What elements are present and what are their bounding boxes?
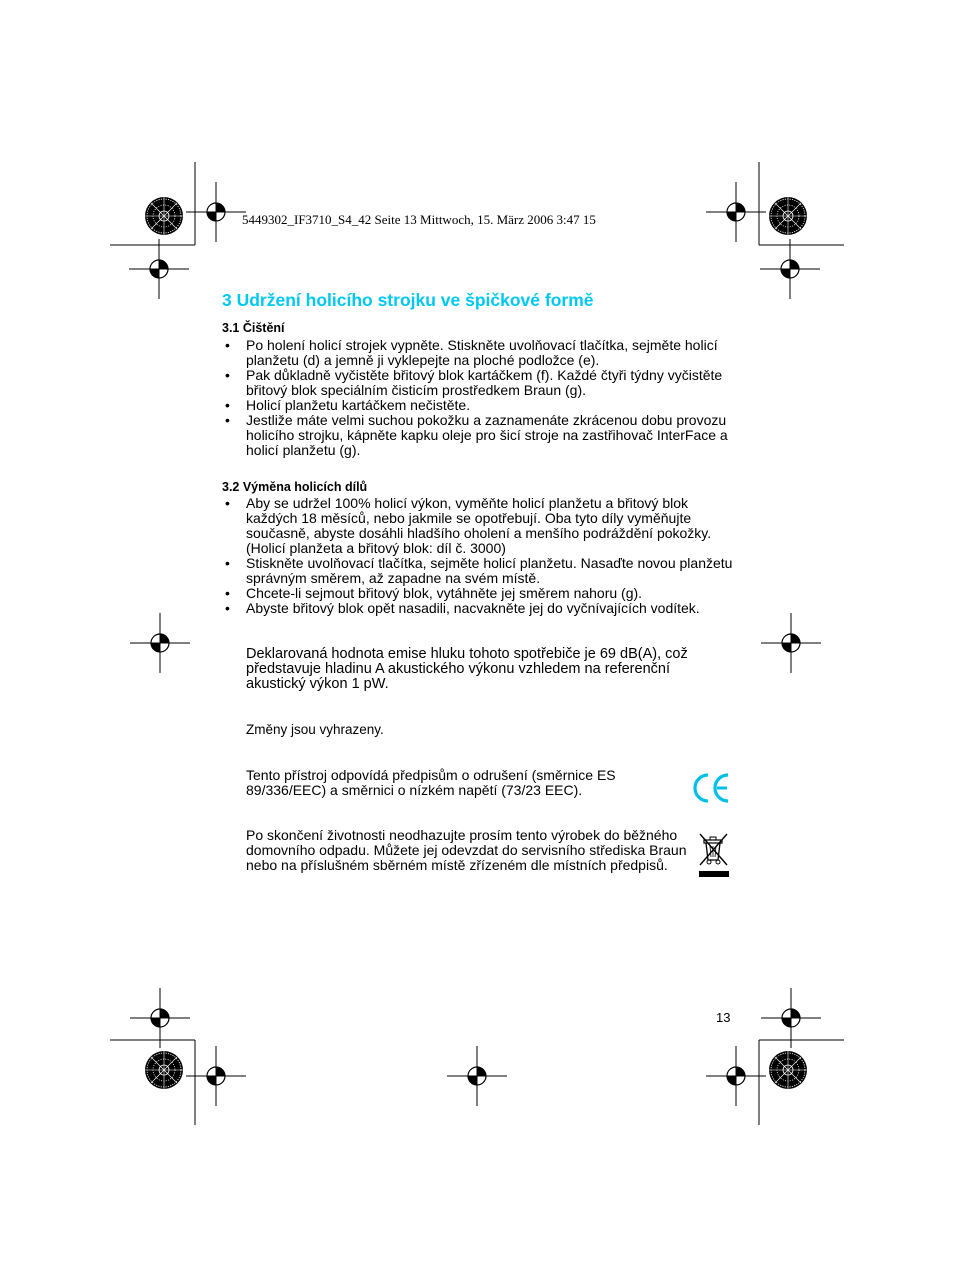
ce-compliance-text: Tento přístroj odpovídá předpisům o odrušení (směrnice ES 89/336/EEC) a směrnici o nízkém napětí (73/23 EEC).	[246, 767, 616, 798]
list-item: • Abyste břitový blok opět nasadili, nacvakněte jej do vyčnívajících vodítek.	[222, 601, 742, 616]
disposal-text: Po skončení životnosti neodhazujte prosím tento výrobek do běžného domovního odpadu. Můžete jej odevzdat do servisního střediska Braun nebo na příslušném sběrném místě zřízeném dle místních předpisů.	[246, 827, 687, 873]
list-item: • Stiskněte uvolňovací tlačítka, sejměte holicí planžetu. Nasaďte novou planžetu správným směrem, až zapadne na svém místě.	[222, 556, 742, 586]
print-header-line: 5449302_IF3710_S4_42 Seite 13 Mittwoch, 15. März 2006 3:47 15	[242, 212, 596, 227]
ce-mark-icon	[690, 769, 732, 807]
page-number: 13	[716, 1010, 731, 1025]
changes-reserved-text: Změny jsou vyhrazeny.	[246, 722, 384, 737]
noise-emission-text: Deklarovaná hodnota emise hluku tohoto spotřebiče je 69 dB(A), což představuje hladinu A akustického výkonu vzhledem na referenční akustický výkon 1 pW.	[246, 646, 688, 692]
list-item: • Pak důkladně vyčistěte břitový blok kartáčkem (f). Každé čtyři týdny vyčistěte břitový blok speciálním čisticím prostředkem Braun (g).	[222, 368, 742, 398]
replacement-list	[222, 496, 742, 616]
section-heading-cleaning: 3.1 Čištění	[222, 321, 285, 335]
crossed-bin-icon	[697, 831, 731, 879]
section-heading-replacement: 3.2 Výměna holicích dílů	[222, 480, 368, 494]
list-item: • Aby se udržel 100% holicí výkon, vyměňte holicí planžetu a břitový blok každých 18 měsíců, nebo jakmile se opotřebují. Oba tyto díly vyměňujte současně, abyste dosáhli hladšího oholení a menšího podráždění pokožky. (Holicí planžeta a břitový blok: díl č. 3000)	[222, 496, 742, 556]
list-item: • Chcete-li sejmout břitový blok, vytáhněte jej směrem nahoru (g).	[222, 586, 742, 601]
list-item: • Holicí planžetu kartáčkem nečistěte.	[222, 398, 742, 413]
list-item: • Jestliže máte velmi suchou pokožku a zaznamenáte zkrácenou dobu provozu holicího strojku, kápněte kapku oleje pro šicí stroje na zastřihovač InterFace a holicí planžetu (g).	[222, 413, 742, 458]
list-item: • Po holení holicí strojek vypněte. Stiskněte uvolňovací tlačítka, sejměte holicí planžetu (d) a jemně ji vyklepejte na ploché podložce (e).	[222, 338, 742, 368]
chapter-title: 3 Udržení holicího strojku ve špičkové formě	[222, 290, 594, 310]
cleaning-list	[222, 338, 742, 458]
